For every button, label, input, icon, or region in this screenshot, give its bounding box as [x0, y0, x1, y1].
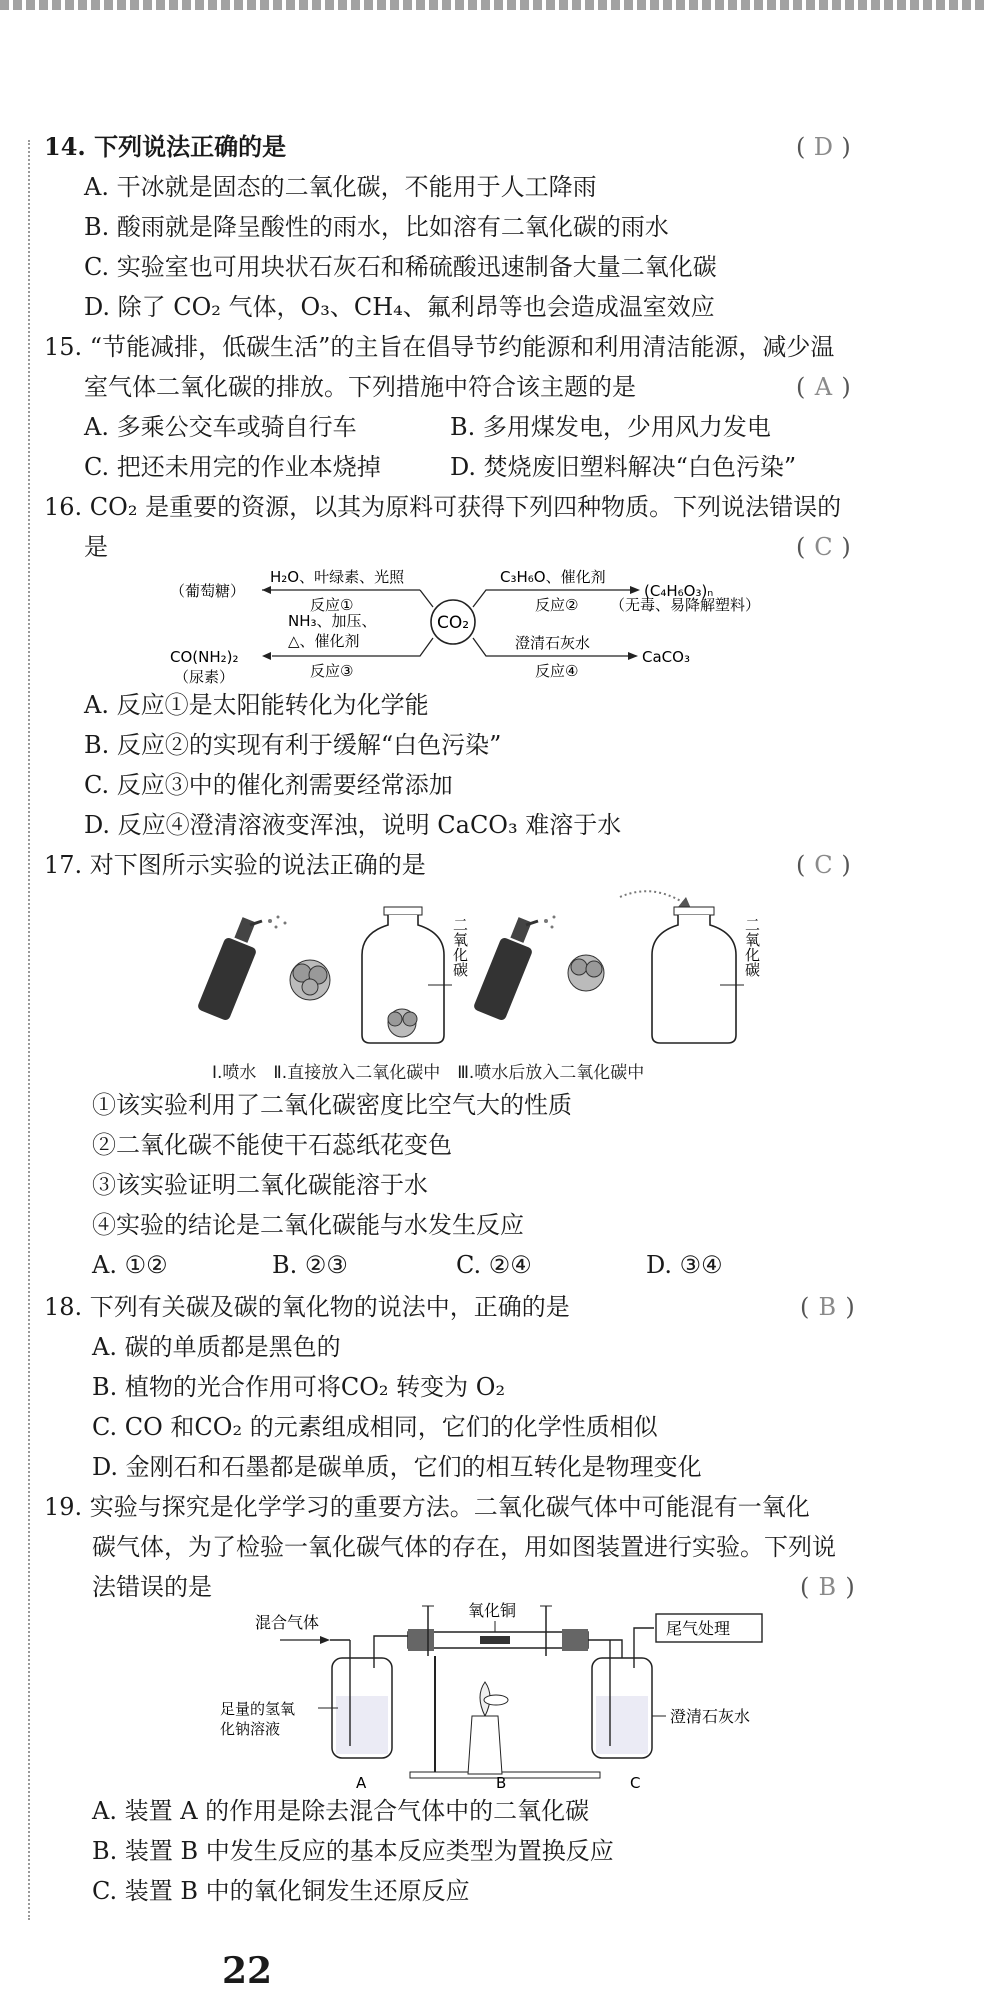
- q17-statement-3: ③该实验证明二氧化碳能溶于水: [92, 1171, 428, 1199]
- spray-bottle-1: [197, 917, 262, 1021]
- q18-option-d: D. 金刚石和石墨都是碳单质，它们的相互转化是物理变化: [92, 1453, 702, 1481]
- q14-answer: D: [813, 133, 833, 161]
- mixed-gas-label: 混合气体: [255, 1613, 320, 1632]
- arrow-head: [630, 586, 640, 594]
- q17-option-b: B. ②③: [272, 1251, 348, 1279]
- q19-answer-box: ( B ): [800, 1573, 855, 1601]
- gas-jar-3: [652, 907, 744, 1043]
- q19-stem-line3: 法错误的是: [92, 1573, 212, 1601]
- spray-dots-1: [268, 916, 287, 929]
- q16-answer-box: ( C ): [796, 533, 851, 561]
- q16-option-a: A. 反应①是太阳能转化为化学能: [84, 691, 429, 719]
- q18-stem: 18. 下列有关碳及碳的氧化物的说法中，正确的是: [44, 1293, 570, 1321]
- r3-condition-1: NH₃、加压、: [288, 612, 377, 630]
- arrow-head: [262, 586, 271, 594]
- r2-label: 反应②: [535, 596, 579, 614]
- jar-label-3: 二氧化碳: [743, 917, 761, 977]
- q15-stem-line2: 室气体二氧化碳的排放。下列措施中符合该主题的是: [84, 373, 636, 401]
- q19-option-a: A. 装置 A 的作用是除去混合气体中的二氧化碳: [92, 1797, 590, 1825]
- q16-stem-line1: 16. CO₂ 是重要的资源，以其为原料可获得下列四种物质。下列说法错误的: [44, 493, 842, 521]
- q17-option-c: C. ②④: [456, 1251, 532, 1279]
- binding-margin-line: [28, 140, 30, 1920]
- scan-top-edge: [0, 0, 988, 10]
- limewater-label: 澄清石灰水: [670, 1707, 751, 1726]
- r1-condition: H₂O、叶绿素、光照: [270, 568, 405, 586]
- q15-stem-line1: 15. “节能减排，低碳生活”的主旨在倡导节约能源和利用清洁能源，减少温: [44, 333, 835, 361]
- q14-stem: 14. 下列说法正确的是: [44, 132, 287, 161]
- q14-option-b: B. 酸雨就是降呈酸性的雨水，比如溶有二氧化碳的雨水: [84, 213, 669, 241]
- q17-experiment-figure: [190, 885, 790, 1065]
- q17-answer: C: [814, 851, 833, 879]
- q16-option-d: D. 反应④澄清溶液变浑浊，说明 CaCO₃ 难溶于水: [84, 811, 622, 839]
- q17-option-a: A. ①②: [92, 1251, 168, 1279]
- q15-option-b: B. 多用煤发电，少用风力发电: [450, 413, 771, 441]
- urea-name: （尿素）: [174, 668, 235, 686]
- q14-answer-box: ( D ): [796, 133, 851, 161]
- q19-stem-line1: 19. 实验与探究是化学学习的重要方法。二氧化碳气体中可能混有一氧化: [44, 1493, 810, 1521]
- q17-statement-1: ①该实验利用了二氧化碳密度比空气大的性质: [92, 1091, 572, 1119]
- q19-stem-line2: 碳气体，为了检验一氧化碳气体的存在，用如图装置进行实验。下列说: [92, 1533, 836, 1561]
- r4-label: 反应④: [535, 662, 579, 680]
- q15-option-c: C. 把还未用完的作业本烧掉: [84, 453, 381, 481]
- q14-option-c: C. 实验室也可用块状石灰石和稀硫酸迅速制备大量二氧化碳: [84, 253, 717, 281]
- glucose-label: （葡萄糖）: [170, 582, 246, 600]
- q15-answer-box: ( A ): [796, 373, 851, 401]
- q19-apparatus-diagram: [210, 1596, 790, 1791]
- naoh-label-1: 足量的氢氧: [220, 1700, 296, 1718]
- cuo-label: 氧化铜: [468, 1601, 517, 1620]
- r3-label: 反应③: [310, 662, 354, 680]
- q15-answer: A: [814, 373, 833, 401]
- r2-condition: C₃H₆O、催化剂: [500, 568, 606, 586]
- q17-stem: 17. 对下图所示实验的说法正确的是: [44, 851, 426, 879]
- spray-bottle-3: [473, 917, 538, 1021]
- q15-option-a: A. 多乘公交车或骑自行车: [84, 413, 357, 441]
- arrow-head: [320, 1636, 330, 1644]
- tail-gas-label: 尾气处理: [666, 1619, 731, 1638]
- arrow-head: [628, 652, 638, 660]
- q16-reaction-diagram: [170, 560, 830, 690]
- r2-note: （无毒、易降解塑料）: [610, 596, 761, 614]
- q17-statement-4: ④实验的结论是二氧化碳能与水发生反应: [92, 1211, 524, 1239]
- q19-option-b: B. 装置 B 中发生反应的基本反应类型为置换反应: [92, 1837, 614, 1865]
- q17-statement-2: ②二氧化碳不能使干石蕊纸花变色: [92, 1131, 452, 1159]
- bottle-a: [330, 1640, 392, 1758]
- tube-b: [408, 1606, 600, 1778]
- jar-label-2: 二氧化碳: [451, 917, 469, 977]
- flower-3: [568, 955, 604, 991]
- q16-stem-line2: 是: [84, 533, 108, 561]
- q14-option-a: A. 干冰就是固态的二氧化碳，不能用于人工降雨: [84, 173, 597, 201]
- q18-option-b: B. 植物的光合作用可将CO₂ 转变为 O₂: [92, 1373, 506, 1401]
- label-c: C: [630, 1774, 641, 1791]
- q19-option-c: C. 装置 B 中的氧化铜发生还原反应: [92, 1877, 470, 1905]
- page-number: 22: [222, 1950, 273, 1992]
- flower-1: [290, 960, 330, 1000]
- q18-answer-box: ( B ): [800, 1293, 855, 1321]
- transfer-arrow: [620, 891, 684, 903]
- q16-answer: C: [814, 533, 833, 561]
- r4-product: CaCO₃: [642, 648, 690, 666]
- r3-condition-2: △、催化剂: [288, 632, 360, 650]
- label-a: A: [356, 1774, 367, 1791]
- q18-option-a: A. 碳的单质都是黑色的: [92, 1333, 341, 1361]
- q18-option-c: C. CO 和CO₂ 的元素组成相同，它们的化学性质相似: [92, 1413, 658, 1441]
- q17-option-d: D. ③④: [646, 1251, 723, 1279]
- arrow-head: [262, 652, 271, 660]
- q18-answer: B: [818, 1293, 837, 1321]
- naoh-label-2: 化钠溶液: [220, 1720, 281, 1738]
- q15-option-d: D. 焚烧废旧塑料解决“白色污染”: [450, 453, 797, 481]
- q17-answer-box: ( C ): [796, 851, 851, 879]
- r1-label: 反应①: [310, 596, 354, 614]
- q14-option-d: D. 除了 CO₂ 气体，O₃、CH₄、氟利昂等也会造成温室效应: [84, 293, 715, 321]
- urea-formula: CO(NH₂)₂: [170, 648, 239, 666]
- r2-product: (C₄H₆O₃)ₙ: [644, 582, 714, 600]
- gas-jar-2: [362, 907, 452, 1043]
- q16-option-c: C. 反应③中的催化剂需要经常添加: [84, 771, 453, 799]
- q17-caption: Ⅰ.喷水 Ⅱ.直接放入二氧化碳中 Ⅲ.喷水后放入二氧化碳中: [212, 1063, 645, 1083]
- q19-answer: B: [818, 1573, 837, 1601]
- r4-condition: 澄清石灰水: [515, 634, 591, 652]
- co2-center-label: CO₂: [436, 613, 470, 633]
- label-b: B: [496, 1774, 507, 1791]
- q16-option-b: B. 反应②的实现有利于缓解“白色污染”: [84, 731, 502, 759]
